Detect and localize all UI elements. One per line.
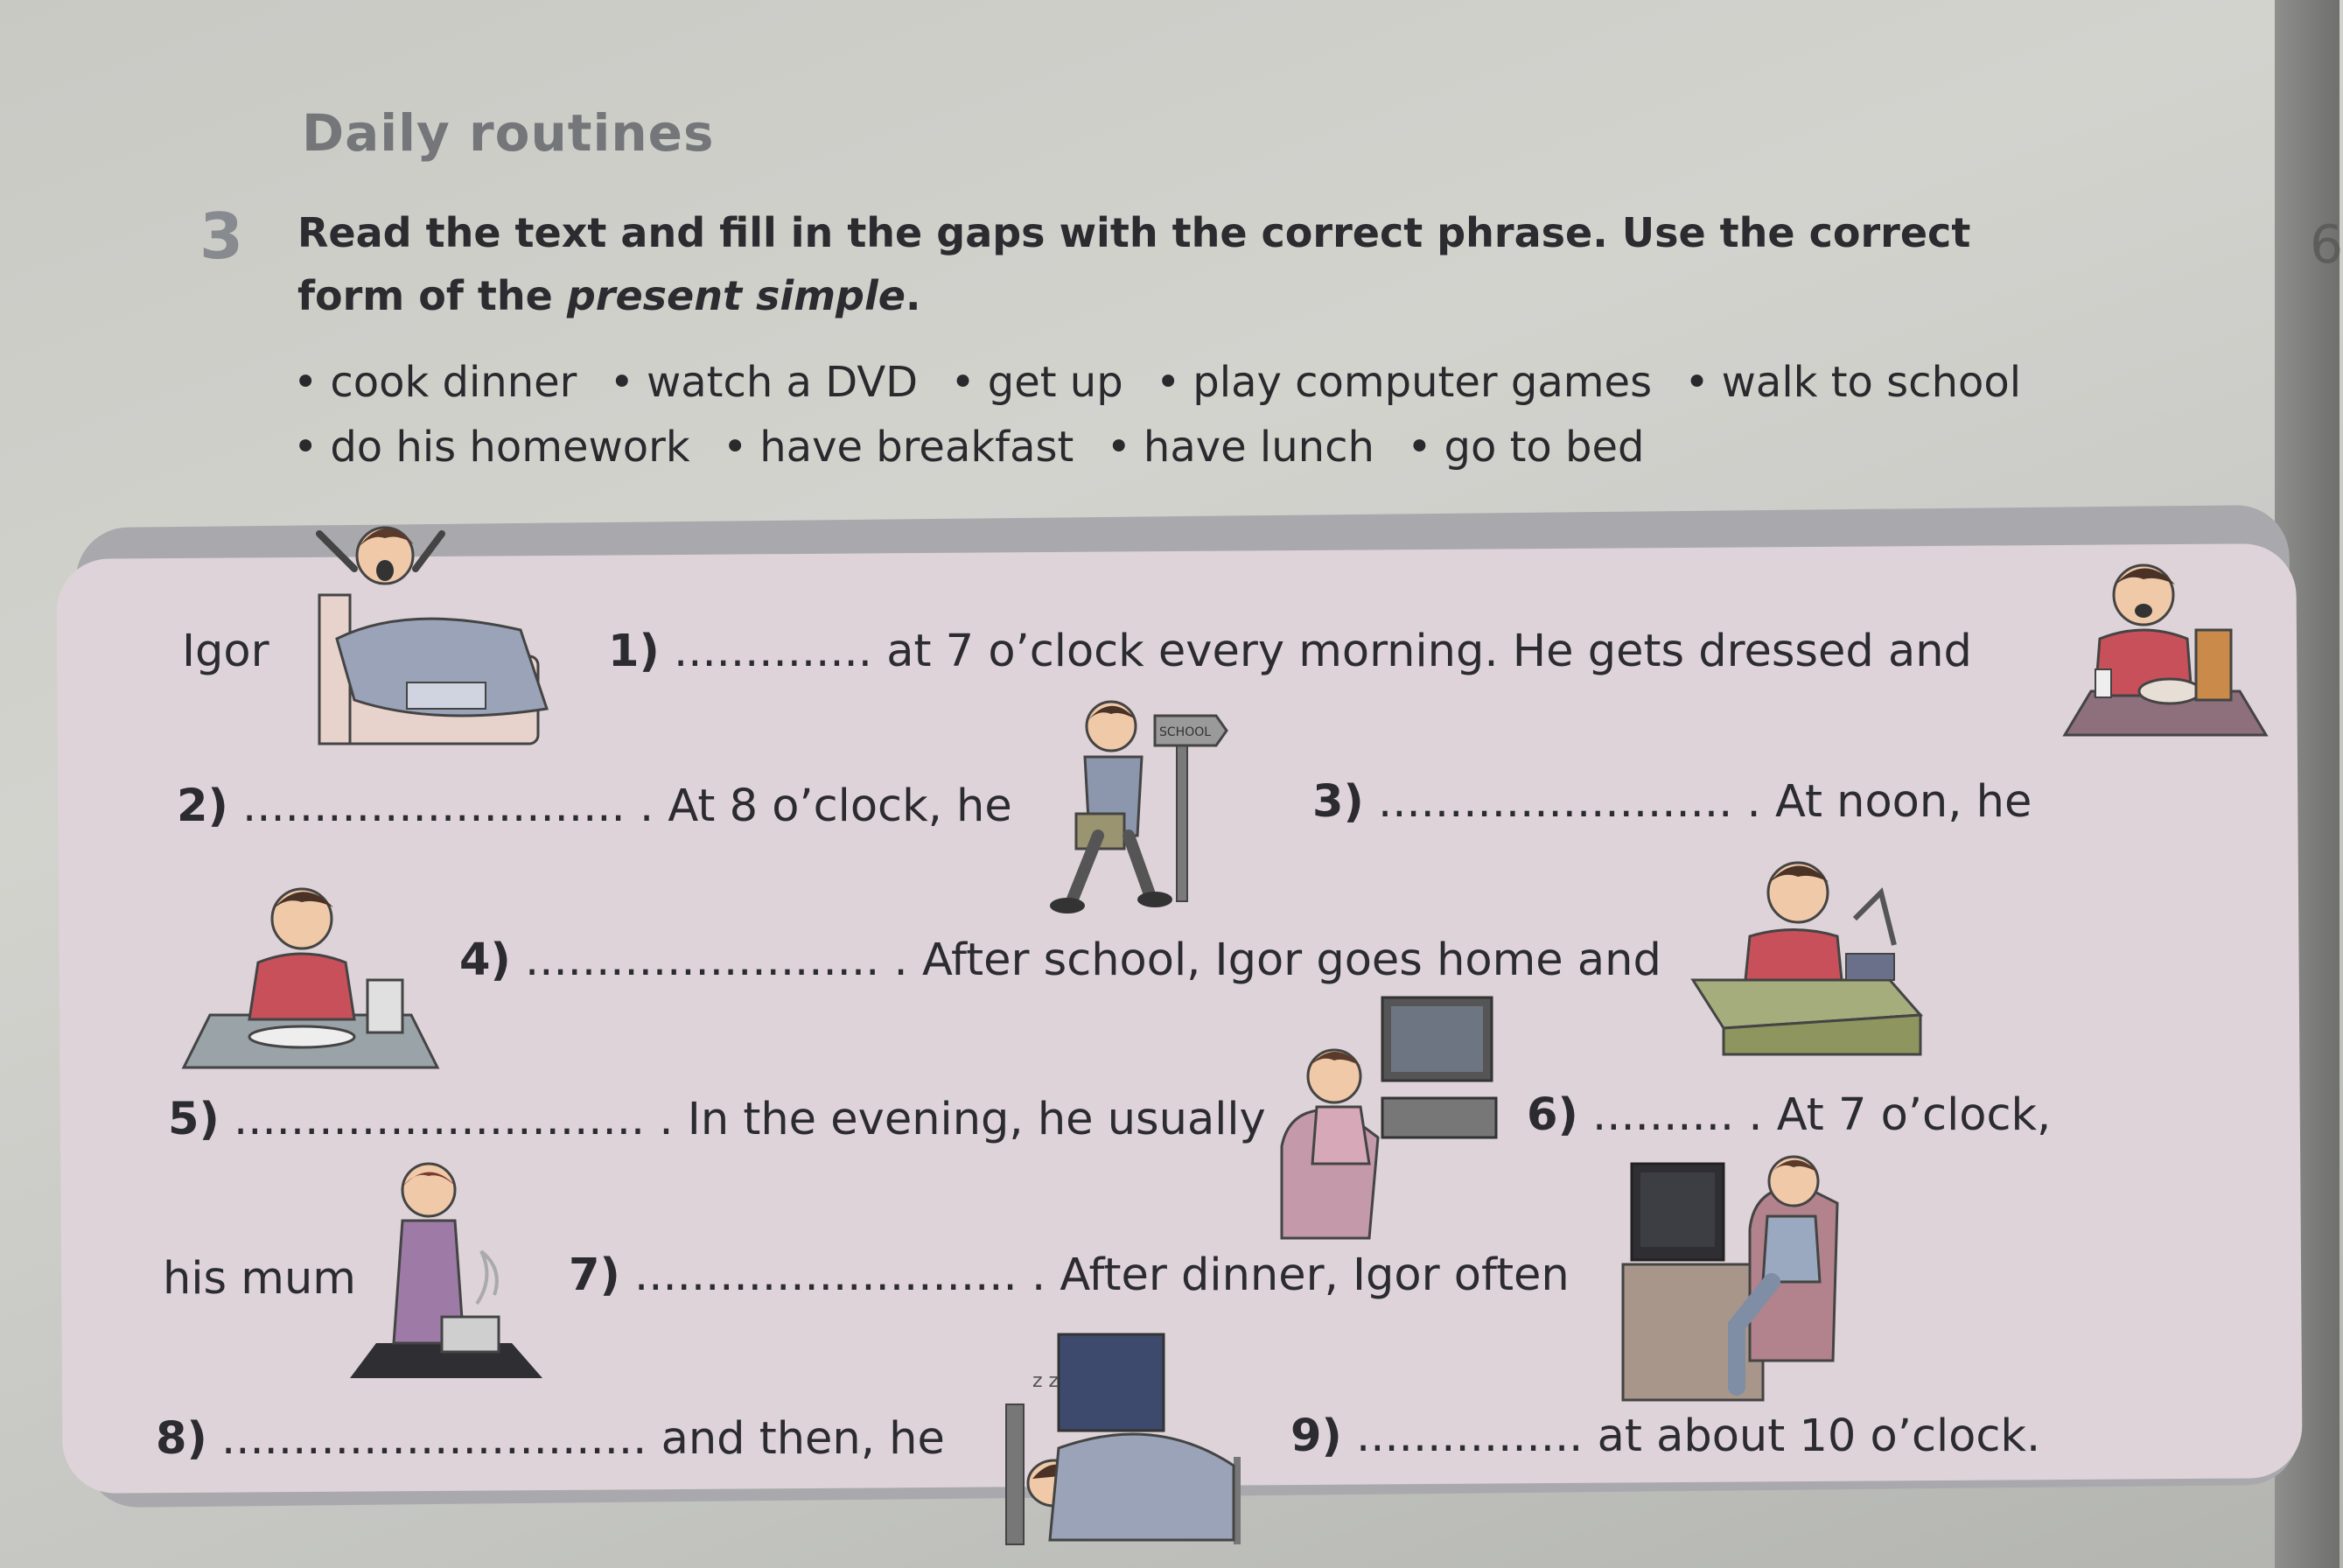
school-sign-text: SCHOOL bbox=[1159, 725, 1212, 739]
gap-4-blank[interactable]: ......................... bbox=[525, 934, 880, 986]
phrase-item: • watch a DVD bbox=[610, 350, 918, 415]
phrase-item: • play computer games bbox=[1156, 350, 1652, 415]
phrase-item: • get up bbox=[950, 350, 1123, 415]
phrase-item: • walk to school bbox=[1684, 350, 2021, 415]
subject-igor: Igor bbox=[182, 626, 269, 677]
gap-4-sentence: 4) ......................... . After school, Igor goes home and bbox=[459, 934, 1661, 986]
page-edge-number: 6 bbox=[2310, 214, 2343, 276]
section-title: Daily routines bbox=[302, 103, 715, 163]
boy-waking-up-illustration bbox=[302, 508, 564, 752]
boy-doing-homework-illustration bbox=[1689, 840, 1925, 1059]
boy-having-lunch-illustration bbox=[179, 862, 442, 1072]
gap-7-blank[interactable]: ........................... bbox=[634, 1250, 1018, 1301]
gap-2-number: 2) bbox=[177, 780, 228, 832]
gap-6-blank[interactable]: .......... bbox=[1592, 1089, 1735, 1141]
gap-6-sentence: 6) .......... . At 7 o’clock, bbox=[1527, 1089, 2052, 1141]
phrase-bank bbox=[293, 350, 2087, 480]
exercise-instruction: Read the text and fill in the gaps with the correct phrase. Use the correct form of the present simple. bbox=[297, 209, 1971, 319]
instruction-italic: present simple bbox=[566, 272, 906, 319]
phrase-item: • do his homework bbox=[293, 415, 690, 480]
gap-3-blank[interactable]: ......................... bbox=[1378, 776, 1733, 828]
phrase-item: • go to bed bbox=[1407, 415, 1644, 480]
phrase-item: • cook dinner bbox=[293, 350, 577, 415]
gap-4-number: 4) bbox=[459, 934, 511, 986]
boy-eating-breakfast-illustration bbox=[2047, 534, 2284, 752]
boy-watching-dvd-illustration bbox=[1605, 1151, 1868, 1404]
gap-7-sentence: 7) ........................... . After dinner, Igor often bbox=[569, 1250, 1570, 1301]
boy-going-to-bed-illustration bbox=[997, 1334, 1242, 1549]
gap-3-sentence: 3) ......................... . At noon, he bbox=[1312, 776, 2032, 828]
mum-cooking-dinner-illustration bbox=[346, 1155, 547, 1382]
gap-8-sentence: 8) .............................. and then, he bbox=[156, 1413, 945, 1465]
phrase-item: • have lunch bbox=[1107, 415, 1374, 480]
gap-9-blank[interactable]: ................ bbox=[1356, 1410, 1584, 1462]
gap-5-number: 5) bbox=[168, 1094, 220, 1145]
gap-8-number: 8) bbox=[156, 1413, 207, 1465]
gap-2-blank[interactable]: ........................... bbox=[242, 780, 626, 832]
gap-5-sentence: 5) ............................. . In the evening, he usually bbox=[168, 1094, 1266, 1145]
gap-9-sentence: 9) ................ at about 10 o’clock. bbox=[1290, 1410, 2041, 1462]
subject-his-mum: his mum bbox=[163, 1253, 356, 1305]
gap-1-number: 1) bbox=[608, 626, 660, 677]
svg-text:z z: z z bbox=[1032, 1370, 1060, 1392]
gap-2-sentence: 2) ........................... . At 8 o’clock, he bbox=[177, 780, 1012, 832]
gap-5-blank[interactable]: ............................. bbox=[234, 1094, 646, 1145]
boy-walking-to-school-illustration bbox=[1032, 691, 1242, 928]
gap-8-blank[interactable]: .............................. bbox=[221, 1413, 647, 1465]
gap-9-number: 9) bbox=[1290, 1410, 1342, 1462]
phrase-item: • have breakfast bbox=[723, 415, 1074, 480]
gap-6-number: 6) bbox=[1527, 1089, 1578, 1141]
gap-1-blank[interactable]: .............. bbox=[674, 626, 872, 677]
gap-7-number: 7) bbox=[569, 1250, 620, 1301]
exercise-number: 3 bbox=[199, 200, 244, 273]
boy-playing-computer-games-illustration bbox=[1273, 989, 1500, 1242]
gap-3-number: 3) bbox=[1312, 776, 1364, 828]
gap-1-sentence: 1) .............. at 7 o’clock every morning. He gets dressed and bbox=[608, 626, 1972, 677]
